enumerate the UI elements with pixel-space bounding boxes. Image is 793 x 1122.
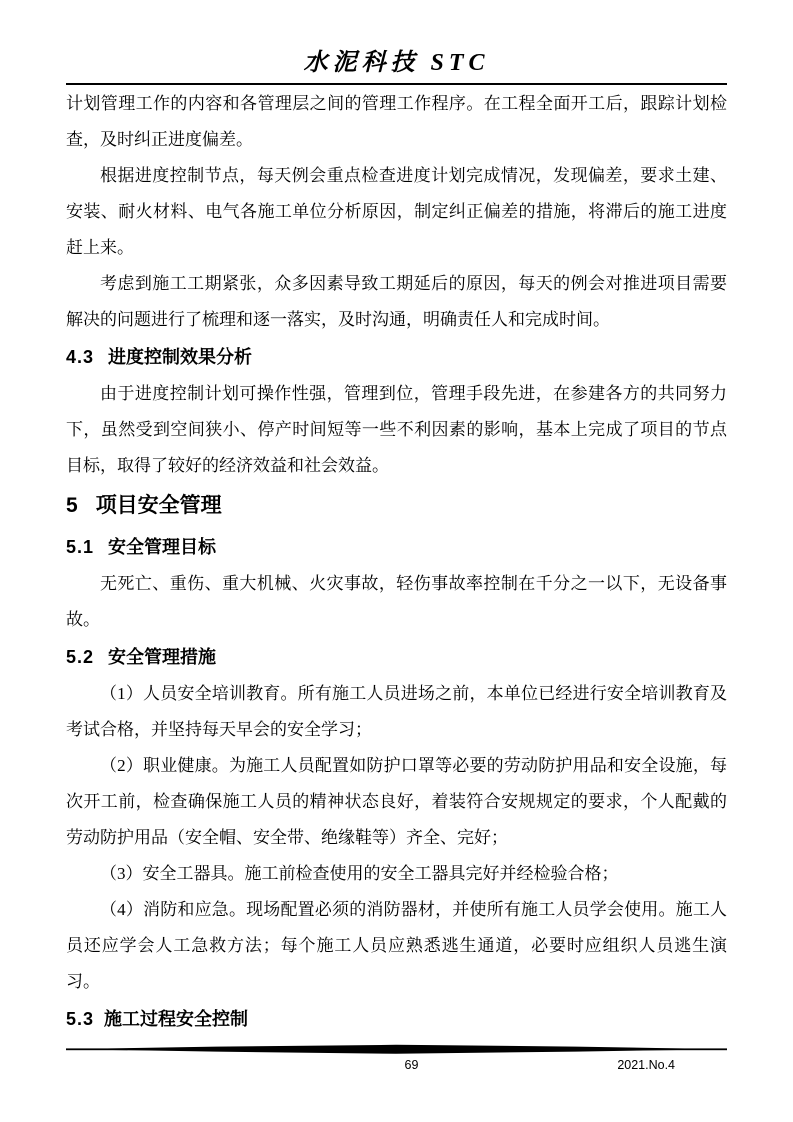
section-title: 安全管理措施	[108, 647, 217, 667]
paragraph: 无死亡、重伤、重大机械、火灾事故，轻伤事故率控制在千分之一以下，无设备事故。	[66, 574, 727, 629]
paragraph: 考虑到施工工期紧张，众多因素导致工期延后的原因，每天的例会对推进项目需要解决的问题进行了梳理和逐一落实，及时沟通，明确责任人和完成时间。	[66, 274, 727, 329]
footer-row	[66, 1056, 727, 1074]
page-footer	[66, 1044, 727, 1074]
issue-label: 2021.No.4	[617, 1058, 675, 1072]
section-heading-5-2	[66, 638, 727, 676]
section-title: 施工过程安全控制	[104, 1009, 249, 1029]
section-number: 5.2	[66, 647, 95, 667]
section-heading-5-3	[66, 1000, 727, 1038]
section-title: 进度控制效果分析	[108, 347, 253, 367]
footer-divider-bar	[66, 1044, 727, 1056]
section-heading-5-1	[66, 528, 727, 566]
page-content	[66, 44, 727, 1038]
paragraph: 计划管理工作的内容和各管理层之间的管理工作程序。在工程全面开工后，跟踪计划检查，及时纠正进度偏差。	[66, 94, 727, 149]
section-number: 5.1	[66, 537, 95, 557]
paragraph: （4）消防和应急。现场配置必须的消防器材，并使所有施工人员学会使用。施工人员还应学会人工急救方法；每个施工人员应熟悉逃生通道，必要时应组织人员逃生演习。	[66, 900, 727, 991]
page-number: 69	[404, 1058, 419, 1072]
section-heading-5	[66, 484, 727, 528]
paragraph: 由于进度控制计划可操作性强，管理到位，管理手段先进，在参建各方的共同努力下，虽然受到空间狭小、停产时间短等一些不利因素的影响，基本上完成了项目的节点目标，取得了较好的经济效益和社会效益。	[66, 384, 727, 475]
paragraph: （3）安全工器具。施工前检查使用的安全工器具完好并经检验合格；	[100, 864, 619, 883]
section-number: 5.3	[66, 1009, 95, 1029]
paragraph: （1）人员安全培训教育。所有施工人员进场之前，本单位已经进行安全培训教育及考试合格，并坚持每天早会的安全学习；	[66, 684, 727, 739]
section-title: 安全管理目标	[108, 537, 217, 557]
paragraph: （2）职业健康。为施工人员配置如防护口罩等必要的劳动防护用品和安全设施，每次开工前，检查确保施工人员的精神状态良好，着装符合安规规定的要求，个人配戴的劳动防护用品（安全帽、安全带、绝缘鞋等）齐全、完好；	[66, 756, 727, 847]
header-rule	[66, 83, 727, 85]
section-heading-4-3	[66, 338, 727, 376]
paragraph: 根据进度控制节点，每天例会重点检查进度计划完成情况，发现偏差，要求土建、安装、耐火材料、电气各施工单位分析原因，制定纠正偏差的措施，将滞后的施工进度赶上来。	[66, 166, 727, 257]
journal-title: 水泥科技 STC	[303, 50, 490, 76]
section-title: 项目安全管理	[95, 494, 222, 517]
section-number: 4.3	[66, 347, 95, 367]
section-number: 5	[66, 494, 79, 517]
